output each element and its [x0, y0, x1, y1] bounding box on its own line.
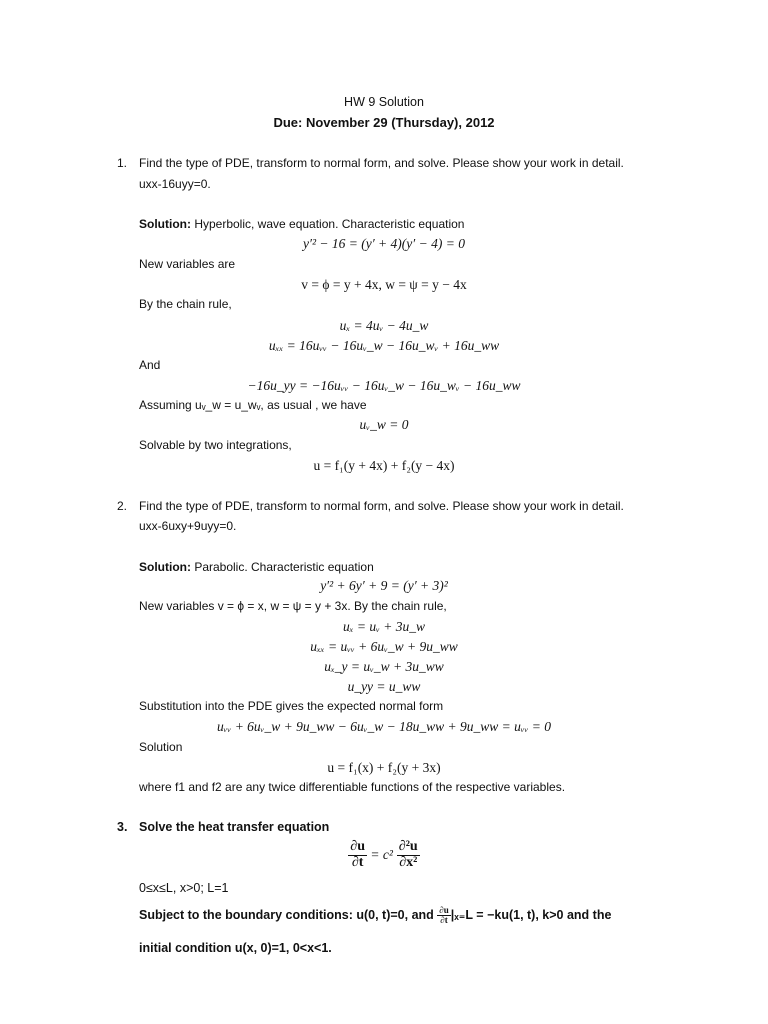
solution-word: Solution [139, 740, 183, 754]
problem-2-prompt: Find the type of PDE, transform to normal form, and solve. Please show your work in detail. [139, 499, 624, 513]
problem-1-pde: uxx-16uyy=0. [139, 177, 211, 191]
boundary-conditions [139, 906, 611, 926]
normal-form-equation: uᵥᵥ + 6uᵥ_w + 9u_ww − 6uᵥ_w − 18u_ww + 9u_ww = uᵥᵥ = 0 [217, 719, 551, 734]
problem-1-general-solution: u = f₁(y + 4x) + f₂(y − 4x) [313, 458, 455, 473]
d2u-dx2-fraction [397, 840, 420, 870]
boundary-fraction [437, 906, 450, 926]
uxx-equation: uₓₓ = 16uᵥᵥ − 16uᵥ_w − 16u_wᵥ + 16u_ww [268, 338, 500, 353]
uxx-equation: uₓₓ = uᵥᵥ + 6uᵥ_w + 9u_ww [310, 639, 458, 654]
solution-label: Solution: [139, 217, 191, 231]
document-title: HW 9 Solution [344, 95, 424, 109]
domain-text: 0≤x≤L, x>0; L=1 [139, 881, 229, 895]
problem-1-prompt: Find the type of PDE, transform to normal form, and solve. Please show your work in detail. [139, 156, 624, 170]
fraction-numerator: ∂u [439, 905, 449, 915]
fraction-numerator: ∂u [350, 839, 365, 854]
new-variables-text: New variables v = ϕ = x, w = ψ = y + 3x. By the chain rule, [139, 599, 447, 613]
heat-equation-coefficient: = c² [367, 846, 393, 862]
uxy-equation: uₓ_y = uᵥ_w + 3u_ww [324, 659, 444, 674]
fraction-denominator: ∂t [440, 915, 448, 926]
heat-equation [0, 840, 768, 870]
new-variables-equation: v = ϕ = y + 4x, w = ψ = y − 4x [301, 277, 467, 292]
due-date: Due: November 29 (Thursday), 2012 [273, 115, 495, 130]
uyy-equation: −16u_yy = −16uᵥᵥ − 16uᵥ_w − 16u_wᵥ − 16u_ww [247, 378, 521, 393]
chain-rule-text: By the chain rule, [139, 297, 232, 311]
ux-equation: uₓ = 4uᵥ − 4u_w [339, 318, 429, 333]
mixed-derivative-result: uᵥ_w = 0 [359, 417, 409, 432]
boundary-text-a: Subject to the boundary conditions: u(0, t)=0, and [139, 908, 438, 923]
problem-1-number: 1. [117, 156, 128, 170]
problem-2-solution-line [139, 560, 374, 574]
problem-1-solution-line [139, 217, 464, 231]
and-text: And [139, 358, 161, 372]
where-text: where f1 and f2 are any twice differentiable functions of the respective variables. [139, 780, 566, 794]
du-dt-fraction [348, 840, 367, 870]
substitution-text: Substitution into the PDE gives the expected normal form [139, 699, 444, 713]
problem-3-number: 3. [117, 820, 128, 834]
boundary-text-b: |ₓ₌L = −ku(1, t), k>0 and the [450, 908, 612, 923]
problem-2-general-solution: u = f₁(x) + f₂(y + 3x) [327, 760, 441, 775]
fraction-denominator: ∂t [351, 854, 364, 870]
initial-condition: initial condition u(x, 0)=1, 0<x<1. [139, 941, 332, 955]
problem-3-heading: Solve the heat transfer equation [139, 820, 330, 834]
fraction-numerator: ∂²u [398, 839, 418, 854]
characteristic-equation: y′² − 16 = (y′ + 4)(y′ − 4) = 0 [303, 236, 465, 251]
problem-2-number: 2. [117, 499, 128, 513]
solution-text: Parabolic. Characteristic equation [190, 560, 374, 574]
solution-text: Hyperbolic, wave equation. Characteristic equation [190, 217, 465, 231]
uyy-equation: u_yy = u_ww [347, 679, 421, 694]
problem-2-pde: uxx-6uxy+9uyy=0. [139, 519, 237, 533]
new-variables-text: New variables are [139, 257, 236, 271]
solution-label: Solution: [139, 560, 191, 574]
ux-equation: uₓ = uᵥ + 3u_w [342, 619, 426, 634]
assuming-text: Assuming uᵥ_w = u_wᵥ, as usual , we have [139, 398, 367, 412]
characteristic-equation: y′² + 6y′ + 9 = (y′ + 3)² [320, 578, 448, 593]
fraction-denominator: ∂x² [399, 854, 418, 870]
solvable-text: Solvable by two integrations, [139, 438, 292, 452]
